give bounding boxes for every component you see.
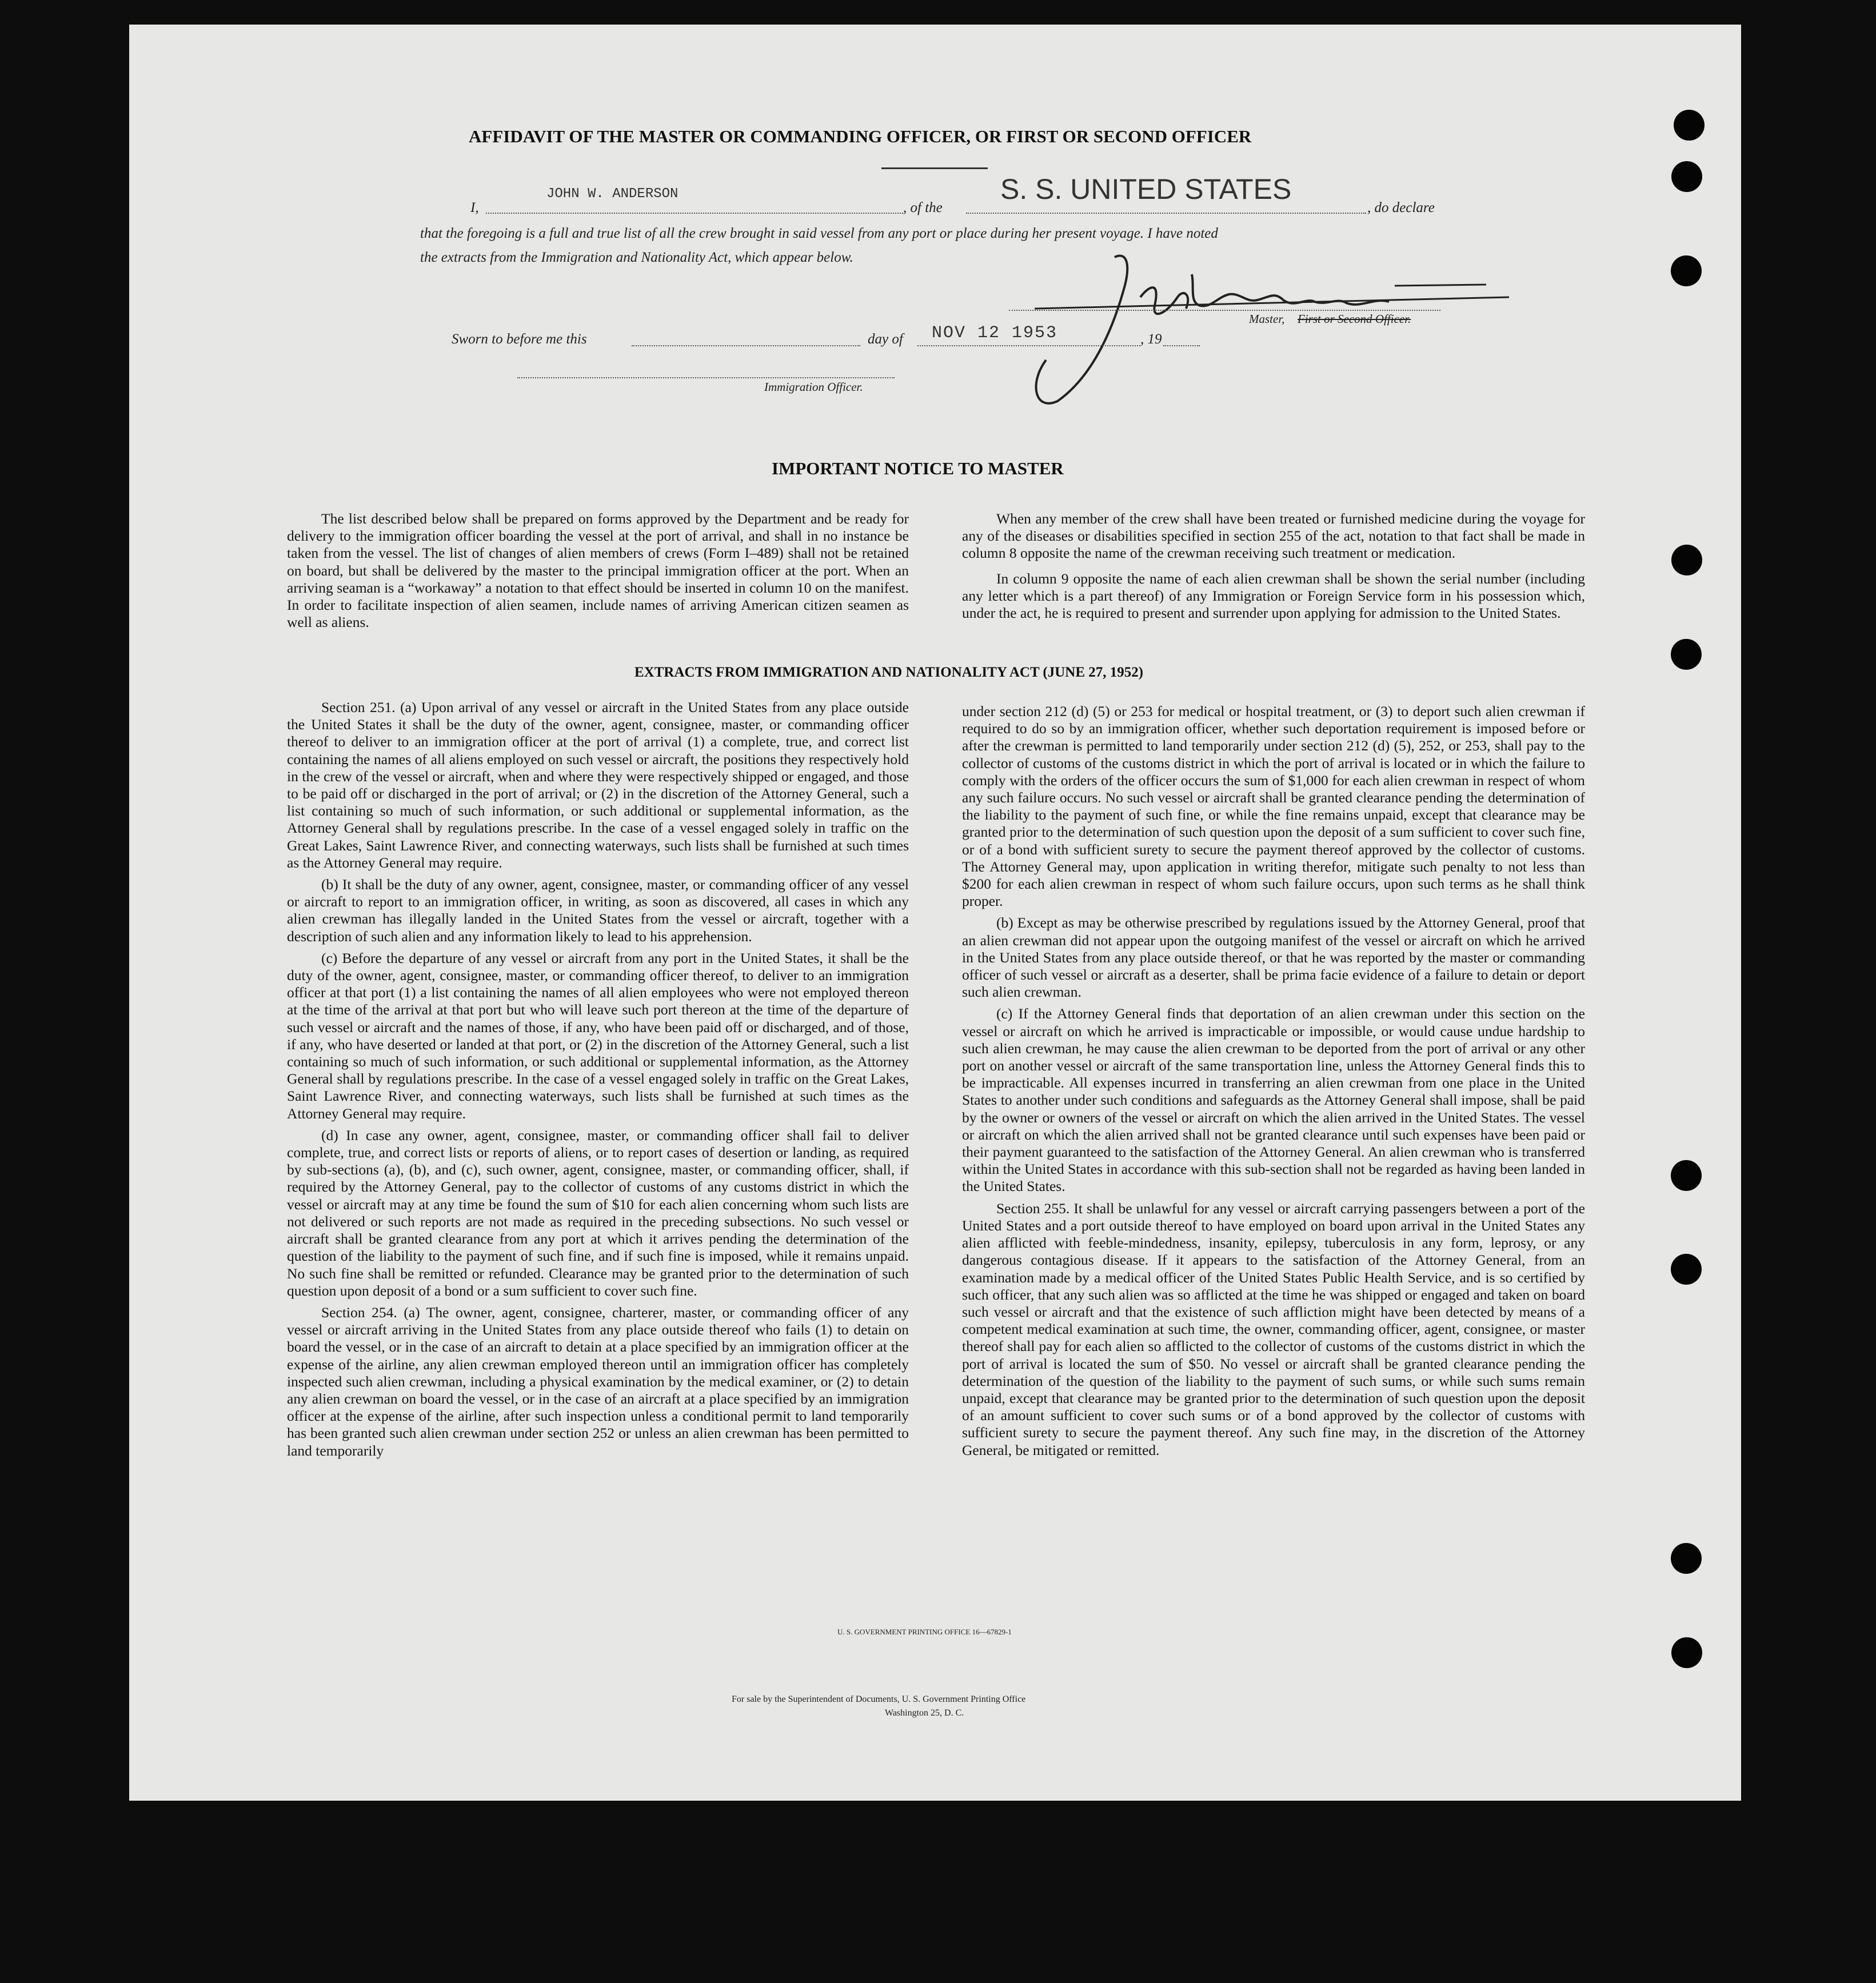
sworn-day-line <box>632 344 860 346</box>
title-rule <box>881 167 988 169</box>
notice-right-column <box>962 510 1585 622</box>
punch-hole <box>1671 1637 1702 1668</box>
month-line <box>917 344 1140 346</box>
section-251-b: (b) It shall be the duty of any owner, agent, consignee, master, or commanding officer of any vessel or aircraft to report to an immigration officer, in writing, as soon as discovered, all cases in which any alien crewman has illegally landed in the United States from the vessel or aircraft, together with a description of such alien and any information likely to lead to his apprehension. <box>287 876 909 945</box>
immigration-officer-line <box>517 376 895 378</box>
sale-notice-line-1: For sale by the Superintendent of Documents, U. S. Government Printing Office <box>732 1694 1026 1704</box>
notice-left-column <box>287 510 909 631</box>
i-label: I, <box>470 200 479 215</box>
punch-hole <box>1671 255 1702 286</box>
sworn-label: Sworn to before me this <box>452 331 587 347</box>
name-line <box>486 211 903 214</box>
punch-hole <box>1671 1543 1702 1574</box>
extracts-title: EXTRACTS FROM IMMIGRATION AND NATIONALITY ACT (JUNE 27, 1952) <box>634 665 1144 680</box>
punch-hole <box>1671 1160 1702 1191</box>
date-stamp: NOV 12 1953 <box>932 323 1058 343</box>
section-254-c: (c) If the Attorney General finds that deportation of an alien crewman under this section on the vessel or aircraft on which he arrived is impracticable or impossible, or would cause undue hardship to such alien crewman, he may cause the alien crewman to be deported from the port of arrival or any other port on another vessel or aircraft of the same transportation line, unless the Attorney General finds this to be impracticable. All expenses incurred in transferring an alien crewman from one place in the United States to another under such conditions and safeguards as the Attorney General shall impose, shall be paid by the owner or owners of the vessel or aircraft on which the alien arrived in the United States. The vessel or aircraft on which the alien arrived shall not be granted clearance until such expenses have been paid or their payment guaranteed to the satisfaction of the Attorney General. An alien crewman who is transferred within the United States in accordance with this sub-section shall not be regarded as having been landed in the United States. <box>962 1005 1585 1195</box>
year-label: , 19 <box>1140 331 1162 347</box>
statement-line-2: the extracts from the Immigration and Nationality Act, which appear below. <box>420 250 853 265</box>
master-name: JOHN W. ANDERSON <box>546 186 678 202</box>
affidavit-title: AFFIDAVIT OF THE MASTER OR COMMANDING OFFICER, OR FIRST OR SECOND OFFICER <box>469 126 1252 146</box>
immigration-officer-caption: Immigration Officer. <box>764 380 863 394</box>
notice-right-paragraph-2: In column 9 opposite the name of each alien crewman shall be shown the serial number (including any letter which is a part thereof) of any Immigration or Foreign Service form in his possession which, under the act, he is required to present and surrender upon applying for admission to the United States. <box>962 570 1585 622</box>
day-of-label: day of <box>868 331 903 347</box>
section-251-c: (c) Before the departure of any vessel or aircraft from any port in the United States, it shall be the duty of the owner, agent, consignee, master, or commanding officer thereof, to deliver to an immigration officer at that port (1) a list containing the names of all alien employees who were not employed thereon at the time of the arrival at that port but who will leave such port thereon at the time of the departure of such vessel or aircraft and the names of those, if any, who have been paid off or discharged, and of those, if any, who have deserted or landed at that port, or (2) in the discretion of the Attorney General, such a list containing so much of such information, or such additional or supplemental information, as the Attorney General shall by regulations prescribe. In the case of a vessel engaged solely in traffic on the Great Lakes, Saint Lawrence River, and connecting waterways, such lists shall be furnished at such times as the Attorney General may require. <box>287 949 909 1122</box>
punch-hole <box>1671 639 1702 670</box>
vessel-line <box>966 211 1366 214</box>
notice-title: IMPORTANT NOTICE TO MASTER <box>772 458 1064 478</box>
master-caption: Master, <box>1249 312 1285 326</box>
notice-left-paragraph: The list described below shall be prepared on forms approved by the Department and be ready for delivery to the immigration officer boarding the vessel at the port of arrival, and shall in no instance be taken from the vessel. The list of changes of alien members of crews (Form I–489) shall not be retained on board, but shall be delivered by the master to the principal immigration officer at the port. When an arriving seaman is a “workaway” a notation to that effect should be inserted in column 10 on the manifest. In order to facilitate inspection of alien seamen, include names of arriving American citizen seamen as well as aliens. <box>287 510 909 631</box>
punch-hole <box>1671 161 1702 192</box>
printer-imprint: U. S. GOVERNMENT PRINTING OFFICE 16—67829-1 <box>837 1628 1012 1636</box>
punch-hole <box>1674 110 1705 141</box>
sale-notice-line-2: Washington 25, D. C. <box>885 1708 964 1718</box>
punch-hole <box>1671 1254 1702 1285</box>
extracts-right-column <box>962 703 1585 1459</box>
section-254-b: (b) Except as may be otherwise prescribed by regulations issued by the Attorney General, proof that an alien crewman did not appear upon the outgoing manifest of the vessel or aircraft on which he arrived in the United States from any place outside thereof, or that he was reported by the master or commanding officer of such vessel or aircraft as a deserter, shall be prima facie evidence of a failure to detain or deport such alien crewman. <box>962 914 1585 1001</box>
punch-hole <box>1671 545 1702 575</box>
vessel-name: S. S. UNITED STATES <box>1000 173 1292 205</box>
notice-right-paragraph-1: When any member of the crew shall have been treated or furnished medicine during the voyage for any of the diseases or disabilities specified in section 255 of the act, notation to that fact shall be made in column 8 opposite the name of the crewman receiving such treatment or medication. <box>962 510 1585 562</box>
do-declare-label: , do declare <box>1367 200 1435 215</box>
section-251-d: (d) In case any owner, agent, consignee, master, or commanding officer shall fail to deliver complete, true, and correct lists or reports of aliens, or to report cases of desertion or landing, as required by sub-sections (a), (b), and (c), such owner, agent, consignee, master, or commanding officer, shall, if required by the Attorney General, pay to the collector of customs of any customs district in which the vessel or aircraft may at any time be found the sum of $10 for each alien concerning whom such lists are not delivered or such reports are not made as required in the preceding subsections. No such vessel or aircraft shall be granted clearance from any port at which it arrives pending the determination of the question of the liability to the payment of such fine, and if such fine is imposed, while it remains unpaid. No such fine shall be remitted or refunded. Clearance may be granted prior to the determination of such question upon deposit of a bond or a sum sufficient to cover such fine. <box>287 1126 909 1299</box>
section-255: Section 255. It shall be unlawful for any vessel or aircraft carrying passengers between a port of the United States and a port outside thereof to have employed on board upon arrival in the United States any alien afflicted with feeble-mindedness, insanity, epilepsy, tuberculosis in any form, leprosy, or any dangerous contagious disease. If it appears to the satisfaction of the Attorney General, from an examination made by a medical officer of the United States Public Health Service, and is so certified by such officer, that any such alien was so afflicted at the time he was shipped or engaged and taken on board such vessel or aircraft and that the existence of such affliction might have been detected by means of a competent medical examination at such time, the owner, commanding officer, agent, consignee, or master thereof shall pay for each alien so afflicted to the collector of customs of the customs district in which the port of arrival is located the sum of $50. No vessel or aircraft shall be granted clearance pending the determination of the question of the liability to the payment of such sums, or while such sums remain unpaid, except that clearance may be granted prior to the determination of such question upon the deposit of an amount sufficient to cover such sums or of a bond approved by the collector of customs with sufficient surety to secure the payment thereof. Any such fine may, in the discretion of the Attorney General, be mitigated or remitted. <box>962 1200 1585 1458</box>
signature-line <box>1009 309 1440 311</box>
of-the-label: , of the <box>903 200 943 215</box>
statement-line-1: that the foregoing is a full and true list of all the crew brought in said vessel from any port or place during her present voyage. I have noted <box>420 226 1218 241</box>
section-254-a: Section 254. (a) The owner, agent, consignee, charterer, master, or commanding officer of any vessel or aircraft arriving in the United States from any place outside thereof who fails (1) to detain on board the vessel, or in the case of an aircraft to detain at a place specified by an immigration officer at the expense of the airline, any alien crewman employed thereon until an immigration officer has completely inspected such alien crewman, including a physical examination by the medical examiner, or (2) to detain any alien crewman on board the vessel, or in the case of an aircraft at a place specified by an immigration officer at the expense of the airline, after such inspection unless a conditional permit to land temporarily has been granted such alien crewman under section 252 or unless an alien crewman has been permitted to land temporarily <box>287 1304 909 1459</box>
struck-officer-caption: First or Second Officer. <box>1298 312 1411 326</box>
section-251-a: Section 251. (a) Upon arrival of any vessel or aircraft in the United States from any place outside the United States it shall be the duty of the owner, agent, consignee, master, or commanding officer thereof to deliver to an immigration officer at the port of arrival (1) a complete, true, and correct list containing the names of all aliens employed on such vessel or aircraft, the positions they respectively hold in the crew of the vessel or aircraft, when and where they were respectively shipped or engaged, and those to be paid off or discharged in the port of arrival; or (2) in the discretion of the Attorney General, such a list containing so much of such information, or such additional or supplemental information, as the Attorney General shall by regulations prescribe. In the case of a vessel engaged solely in traffic on the Great Lakes, Saint Lawrence River, and connecting waterways, such lists shall be furnished at such times as the Attorney General may require. <box>287 699 909 871</box>
year-line <box>1163 344 1200 346</box>
section-254-a-continued: under section 212 (d) (5) or 253 for medical or hospital treatment, or (3) to deport such alien crewman if required to do so by an immigration officer, whether such deportation requirement is imposed before or after the crewman is permitted to land temporarily under section 212 (d) (5), 252, or 253, shall pay to the collector of customs of the customs district in which the port of arrival is located or in which the failure to comply with the orders of the officer occurs the sum of $1,000 for each alien crewman in respect of whom any such failure occurs. No such vessel or aircraft shall be granted clearance pending the determination of the liability to the payment of such fine, or while the fine remains unpaid, except that clearance may be granted prior to the determination of such question upon the deposit of a sum sufficient to cover such fine, or of a bond with sufficient surety to secure the payment thereof approved by the collector of customs. The Attorney General may, upon application in writing therefor, mitigate such penalty to not less than $200 for each alien crewman in respect of whom such failure occurs, upon such terms as he shall think proper. <box>962 703 1585 910</box>
extracts-left-column <box>287 699 909 1460</box>
